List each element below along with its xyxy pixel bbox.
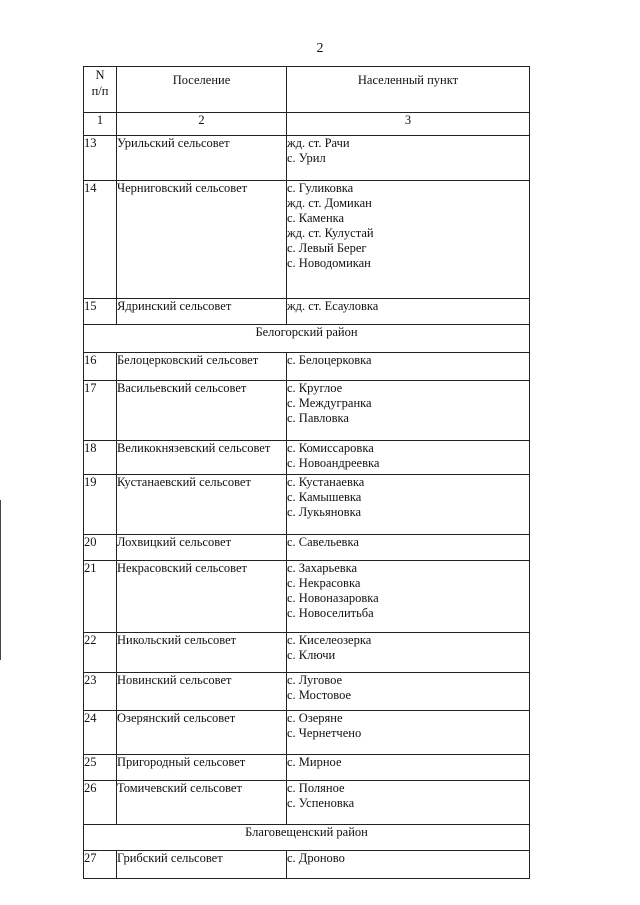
row-number: 22 xyxy=(84,633,117,673)
scan-edge-mark xyxy=(0,500,1,660)
row-number: 16 xyxy=(84,353,117,381)
header-number-cell xyxy=(84,67,117,113)
locality-list xyxy=(287,136,530,181)
locality-list xyxy=(287,441,530,475)
locality-item: с. Новоселитьба xyxy=(287,606,374,620)
row-number: 19 xyxy=(84,475,117,535)
row-number: 14 xyxy=(84,181,117,299)
locality-item: с. Гуликовка xyxy=(287,181,354,195)
locality-list xyxy=(287,353,530,381)
page-number: 2 xyxy=(316,41,324,56)
locality-item: с. Каменка xyxy=(287,211,345,225)
column-number-row xyxy=(84,113,530,136)
locality-list xyxy=(287,673,530,711)
district-row xyxy=(84,825,530,851)
row-number: 25 xyxy=(84,755,117,781)
settlement-name: Урильский сельсовет xyxy=(117,136,287,181)
locality-item: с. Мостовое xyxy=(287,688,352,702)
settlement-name: Великокнязевский сельсовет xyxy=(117,441,287,475)
settlement-name: Никольский сельсовет xyxy=(117,633,287,673)
table-row xyxy=(84,299,530,325)
row-number: 20 xyxy=(84,535,117,561)
locality-list xyxy=(287,851,530,879)
row-number: 24 xyxy=(84,711,117,755)
table-row xyxy=(84,353,530,381)
settlement-name: Лохвицкий сельсовет xyxy=(117,535,287,561)
locality-item: с. Савельевка xyxy=(287,535,359,549)
locality-item: с. Луговое xyxy=(287,673,343,687)
row-number: 18 xyxy=(84,441,117,475)
header-number-n: N xyxy=(95,68,105,82)
locality-item: с. Междугранка xyxy=(287,396,372,410)
settlement-name: Кустанаевский сельсовет xyxy=(117,475,287,535)
table-row xyxy=(84,181,530,299)
locality-item: с. Камышевка xyxy=(287,490,362,504)
locality-item: жд. ст. Кулустай xyxy=(287,226,374,240)
locality-item: с. Павловка xyxy=(287,411,349,425)
locality-item: жд. ст. Есауловка xyxy=(287,299,379,313)
settlement-name: Белоцерковский сельсовет xyxy=(117,353,287,381)
settlement-name: Грибский сельсовет xyxy=(117,851,287,879)
row-number: 21 xyxy=(84,561,117,633)
locality-item: жд. ст. Домикан xyxy=(287,196,372,210)
table-row xyxy=(84,851,530,879)
locality-item: с. Новоандреевка xyxy=(287,456,380,470)
locality-item: с. Дроново xyxy=(287,851,345,865)
table-row xyxy=(84,673,530,711)
settlement-name: Новинский сельсовет xyxy=(117,673,287,711)
locality-list xyxy=(287,711,530,755)
table-row xyxy=(84,475,530,535)
row-number: 27 xyxy=(84,851,117,879)
settlement-name: Некрасовский сельсовет xyxy=(117,561,287,633)
locality-item: с. Новодомикан xyxy=(287,256,371,270)
locality-item: с. Белоцерковка xyxy=(287,353,372,367)
locality-item: с. Поляное xyxy=(287,781,345,795)
table-header-row xyxy=(84,67,530,113)
table-row xyxy=(84,535,530,561)
settlement-name: Ядринский сельсовет xyxy=(117,299,287,325)
district-title: Благовещенский район xyxy=(84,825,530,851)
header-locality: Населенный пункт xyxy=(287,67,530,113)
row-number: 15 xyxy=(84,299,117,325)
locality-item: с. Урил xyxy=(287,151,326,165)
column-number-3: 3 xyxy=(287,113,530,136)
locality-item: с. Озеряне xyxy=(287,711,343,725)
locality-item: с. Ключи xyxy=(287,648,336,662)
district-row xyxy=(84,325,530,353)
locality-list xyxy=(287,561,530,633)
settlement-name: Томичевский сельсовет xyxy=(117,781,287,825)
locality-item: с. Комиссаровка xyxy=(287,441,374,455)
table-row xyxy=(84,561,530,633)
locality-list xyxy=(287,781,530,825)
table-row xyxy=(84,381,530,441)
locality-list xyxy=(287,475,530,535)
settlement-name: Васильевский сельсовет xyxy=(117,381,287,441)
table-row xyxy=(84,755,530,781)
table-row xyxy=(84,633,530,673)
row-number: 13 xyxy=(84,136,117,181)
locality-list xyxy=(287,535,530,561)
settlements-table xyxy=(83,66,530,879)
locality-list xyxy=(287,755,530,781)
column-number-1: 1 xyxy=(84,113,117,136)
table-row xyxy=(84,136,530,181)
header-settlement: Поселение xyxy=(117,67,287,113)
locality-item: с. Новоназаровка xyxy=(287,591,379,605)
locality-list xyxy=(287,381,530,441)
locality-item: с. Киселеозерка xyxy=(287,633,372,647)
locality-item: с. Некрасовка xyxy=(287,576,361,590)
row-number: 26 xyxy=(84,781,117,825)
row-number: 23 xyxy=(84,673,117,711)
settlement-name: Пригородный сельсовет xyxy=(117,755,287,781)
locality-item: с. Кустанаевка xyxy=(287,475,365,489)
settlement-name: Озерянский сельсовет xyxy=(117,711,287,755)
header-number-pp: п/п xyxy=(91,84,109,98)
table-row xyxy=(84,711,530,755)
locality-list xyxy=(287,299,530,325)
table-row xyxy=(84,441,530,475)
settlement-name: Черниговский сельсовет xyxy=(117,181,287,299)
locality-item: с. Захарьевка xyxy=(287,561,358,575)
locality-item: с. Чернетчено xyxy=(287,726,362,740)
locality-list xyxy=(287,633,530,673)
row-number: 17 xyxy=(84,381,117,441)
table-row xyxy=(84,781,530,825)
locality-item: с. Круглое xyxy=(287,381,343,395)
locality-item: с. Мирное xyxy=(287,755,342,769)
column-number-2: 2 xyxy=(117,113,287,136)
locality-list xyxy=(287,181,530,299)
locality-item: с. Успеновка xyxy=(287,796,355,810)
locality-item: с. Левый Берег xyxy=(287,241,367,255)
locality-item: жд. ст. Рачи xyxy=(287,136,350,150)
locality-item: с. Лукьяновка xyxy=(287,505,362,519)
district-title: Белогорский район xyxy=(84,325,530,353)
